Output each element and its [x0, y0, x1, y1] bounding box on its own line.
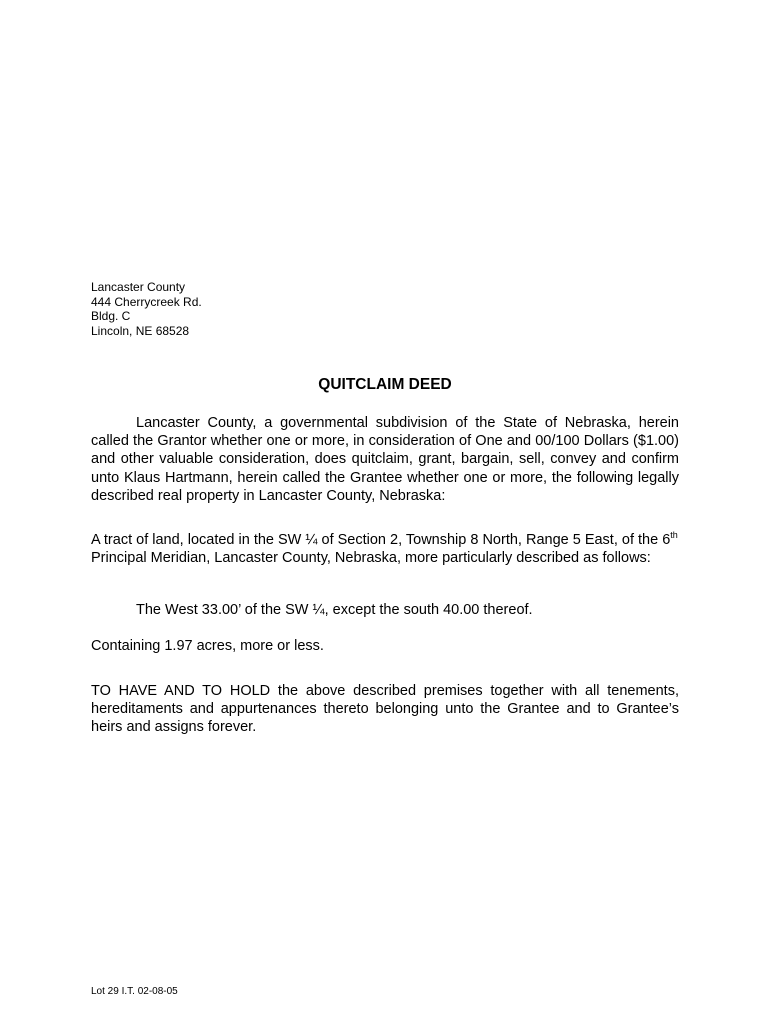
tract-description [91, 531, 679, 567]
return-address-line: Lincoln, NE 68528 [91, 324, 190, 339]
footer-reference: Lot 29 I.T. 02-08-05 [91, 986, 178, 997]
tract-text-end: Principal Meridian, Lancaster County, Nebraska, more particularly described as follows: [91, 550, 651, 567]
habendum-paragraph: TO HAVE AND TO HOLD the above described premises together with all tenements, hereditaments and appurtenances thereto belonging unto the Grantee and to Grantee’s heirs and assigns forever. [91, 683, 679, 736]
acreage-paragraph: Containing 1.97 acres, more or less. [91, 638, 324, 654]
ordinal-suffix: th [670, 530, 678, 541]
return-address-line: Bldg. C [91, 309, 131, 324]
return-address [91, 280, 202, 339]
document-title: QUITCLAIM DEED [318, 376, 452, 393]
grant-paragraph: Lancaster County, a governmental subdivision of the State of Nebraska, herein called the Grantor whether one or more, in consideration of One and 00/100 Dollars ($1.00) and other valuable consideration, does quitclaim, grant, bargain, sell, convey and confirm unto Klaus Hartmann, herein called the Grantee whether one or more, the following legally described real property in Lancaster County, Nebraska: [91, 415, 679, 504]
tract-text-start: A tract of land, located in the SW ¼ of Section 2, Township 8 North, Range 5 East, of the 6 [91, 532, 671, 548]
return-address-line: Lancaster County [91, 280, 186, 294]
return-address-line: 444 Cherrycreek Rd. [91, 294, 202, 309]
exception-paragraph: The West 33.00’ of the SW ¼, except the south 40.00 thereof. [136, 602, 533, 618]
